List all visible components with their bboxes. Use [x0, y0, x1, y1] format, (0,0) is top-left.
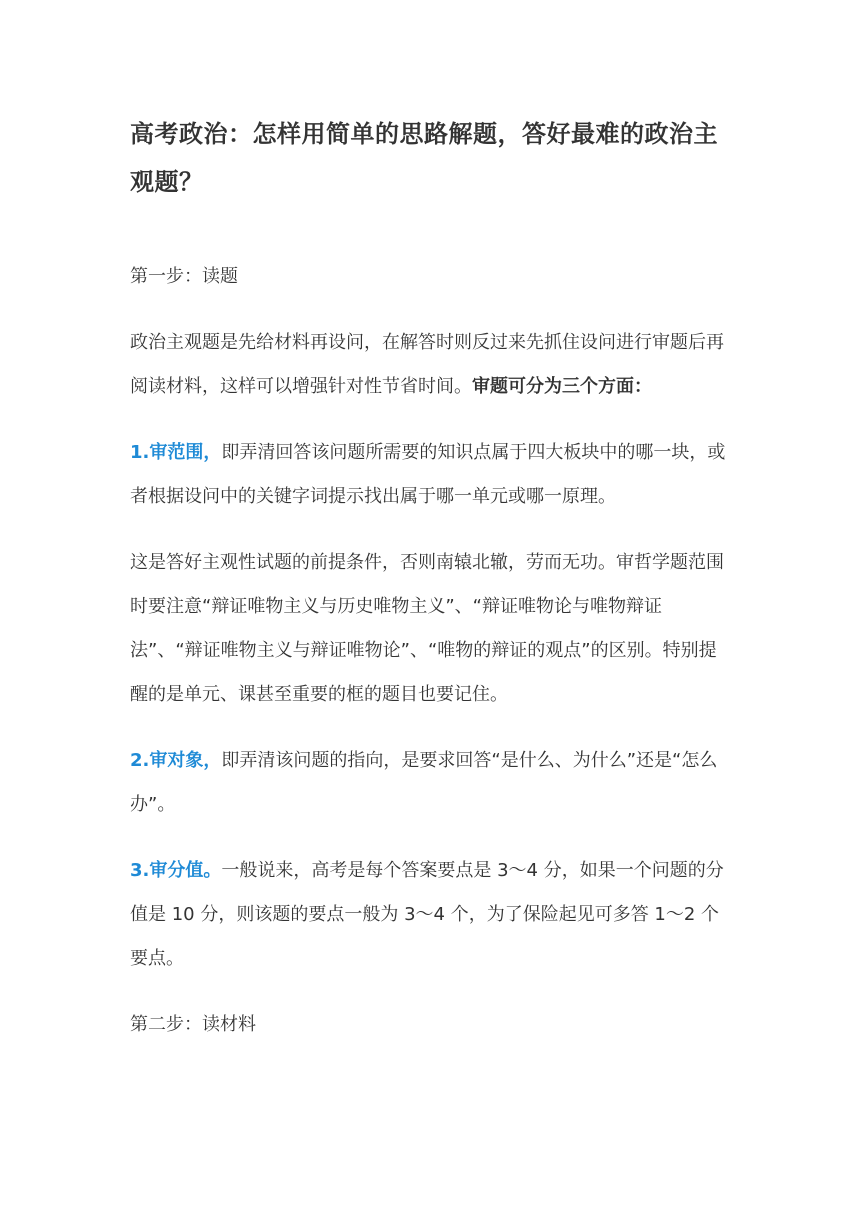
point1-text: 即弄清回答该问题所需要的知识点属于四大板块中的哪一块，或者根据设问中的关键字词提示找出属于哪一单元或哪一原理。: [130, 442, 726, 507]
step2-heading: 第二步：读材料: [130, 1014, 256, 1035]
step1-heading: 第一步：读题: [130, 266, 238, 287]
point1-paragraph: [130, 431, 730, 519]
intro-text: 政治主观题是先给材料再设问，在解答时则反过来先抓住设问进行审题后再阅读材料，这样可以增强针对性节省时间。: [130, 332, 724, 397]
point1-detail-paragraph: 这是答好主观性试题的前提条件，否则南辕北辙，劳而无功。审哲学题范围时要注意“辩证唯物主义与历史唯物主义”、“辩证唯物论与唯物辩证法”、“辩证唯物主义与辩证唯物论”、“唯物的辩证的观点”的区别。特别提醒的是单元、课甚至重要的框的题目也要记住。: [130, 552, 724, 705]
point2-paragraph: [130, 739, 730, 827]
intro-bold-text: 审题可分为三个方面：: [472, 376, 652, 397]
intro-paragraph: [130, 321, 730, 409]
point3-text: 一般说来，高考是每个答案要点是 3～4 分，如果一个问题的分值是 10 分，则该题的要点一般为 3～4 个，为了保险起见可多答 1～2 个要点。: [130, 860, 724, 969]
document-title: 高考政治：怎样用简单的思路解题，答好最难的政治主观题？: [130, 120, 718, 196]
point2-label: 2.审对象，: [130, 750, 222, 771]
point3-label: 3.审分值。: [130, 860, 222, 881]
point2-text: 即弄清该问题的指向，是要求回答“是什么、为什么”还是“怎么办”。: [130, 750, 718, 815]
point3-paragraph: [130, 849, 730, 981]
point1-label: 1.审范围，: [130, 442, 222, 463]
